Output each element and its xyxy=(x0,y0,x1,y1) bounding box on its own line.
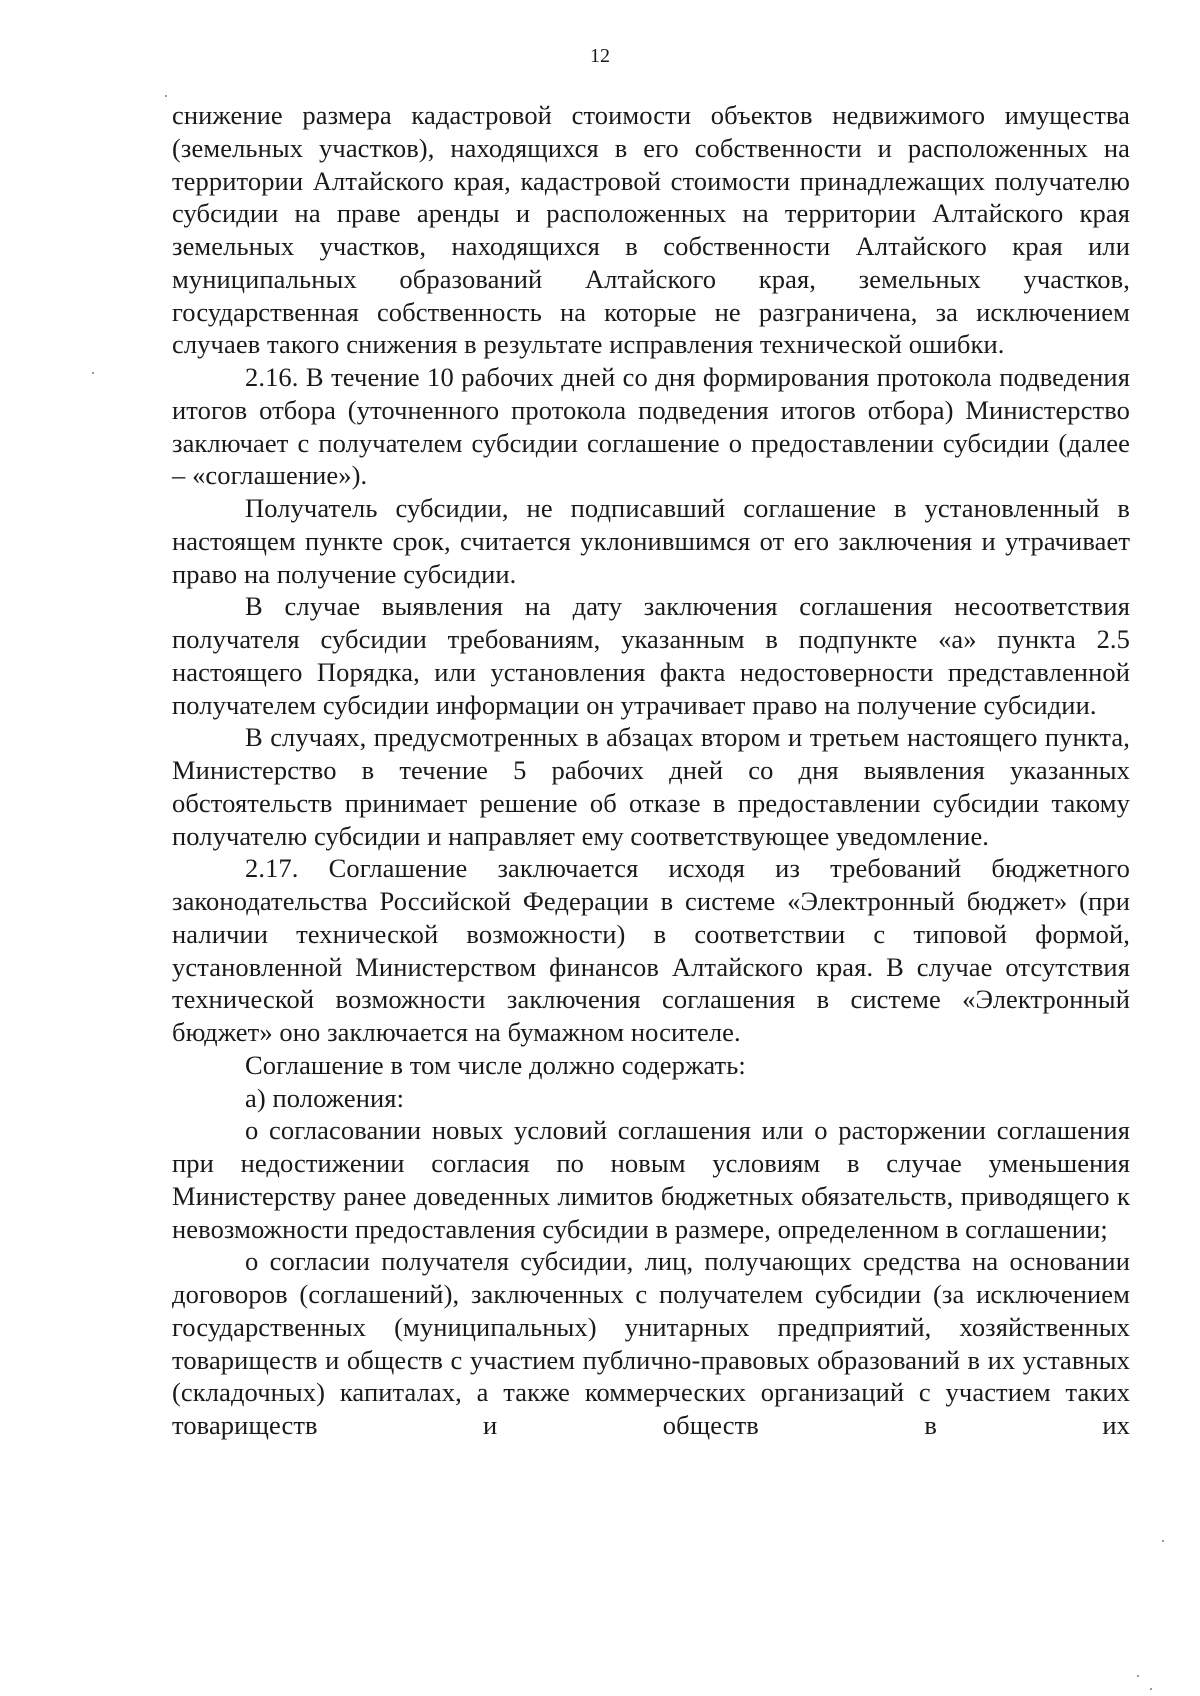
scan-speck xyxy=(1150,1688,1152,1690)
paragraph-provisions-a: а) положения: xyxy=(245,1082,405,1113)
paragraph-cadastral-value: снижение размера кадастровой стоимости объектов недвижимого имущества (земельных участков), находящихся в его собственности и расположенных на территории Алтайского края, кадастровой стоимости принадлежащих получателю субсидии на праве аренды и расположенных на территории Алтайского края земельных участков, находящихся в собственности Алтайского края или муниципальных образований Алтайского края, земельных участков, государственная собственность на которые не разграничена, за исключением случаев такого снижения в результате исправления технической ошибки. xyxy=(172,100,1130,360)
paragraph-2-17: 2.17. Соглашение заключается исходя из требований бюджетного законодательства Российской Федерации в системе «Электронный бюджет» (при наличии технической возможности) в соответствии с типовой формой, установленной Министерством финансов Алтайского края. В случае отсутствия технической возможности заключения соглашения в системе «Электронный бюджет» оно заключается на бумажном носителе. xyxy=(172,853,1130,1047)
paragraph-new-conditions: о согласовании новых условий соглашения или о расторжении соглашения при недостижении согласия по новым условиям в случае уменьшения Министерству ранее доведенных лимитов бюджетных обязательств, приводящего к невозможности предоставления субсидии в размере, определенном в соглашении; xyxy=(172,1115,1130,1244)
paragraph-refusal-decision: В случаях, предусмотренных в абзацах втором и третьем настоящего пункта, Министерство в течение 5 рабочих дней со дня выявления указанных обстоятельств принимает решение об отказе в предоставлении субсидии такому получателю субсидии и направляет ему соответствующее уведомление. xyxy=(172,722,1130,851)
paragraph-recipient-consent: о согласии получателя субсидии, лиц, получающих средства на основании договоров (соглашений), заключенных с получателем субсидии (за исключением государственных (муниципальных) унитарных предприятий, хозяйственных товариществ и обществ с участием публично-правовых образований в их уставных (складочных) капиталах, а также коммерческих организаций с участием таких товариществ и обществ в их xyxy=(172,1246,1130,1440)
document-body xyxy=(172,99,1130,1442)
paragraph-noncompliance: В случае выявления на дату заключения соглашения несоответствия получателя субсидии требованиям, указанным в подпункте «а» пункта 2.5 настоящего Порядка, или установления факта недостоверности представленной получателем субсидии информации он утрачивает право на получение субсидии. xyxy=(172,591,1130,720)
scan-speck xyxy=(1137,1675,1139,1677)
scan-speck xyxy=(165,95,167,97)
paragraph-2-16: 2.16. В течение 10 рабочих дней со дня формирования протокола подведения итогов отбора (уточненного протокола подведения итогов отбора) Министерство заключает с получателем субсидии соглашение о предоставлении субсидии (далее – «соглашение»). xyxy=(172,362,1130,491)
paragraph-unsigned-recipient: Получатель субсидии, не подписавший соглашение в установленный в настоящем пункте срок, считается уклонившимся от его заключения и утрачивает право на получение субсидии. xyxy=(172,493,1130,589)
paragraph-agreement-contents: Соглашение в том числе должно содержать: xyxy=(245,1049,746,1080)
scan-speck xyxy=(1162,1540,1164,1542)
page-number: 12 xyxy=(590,45,610,67)
scan-speck xyxy=(92,372,94,374)
